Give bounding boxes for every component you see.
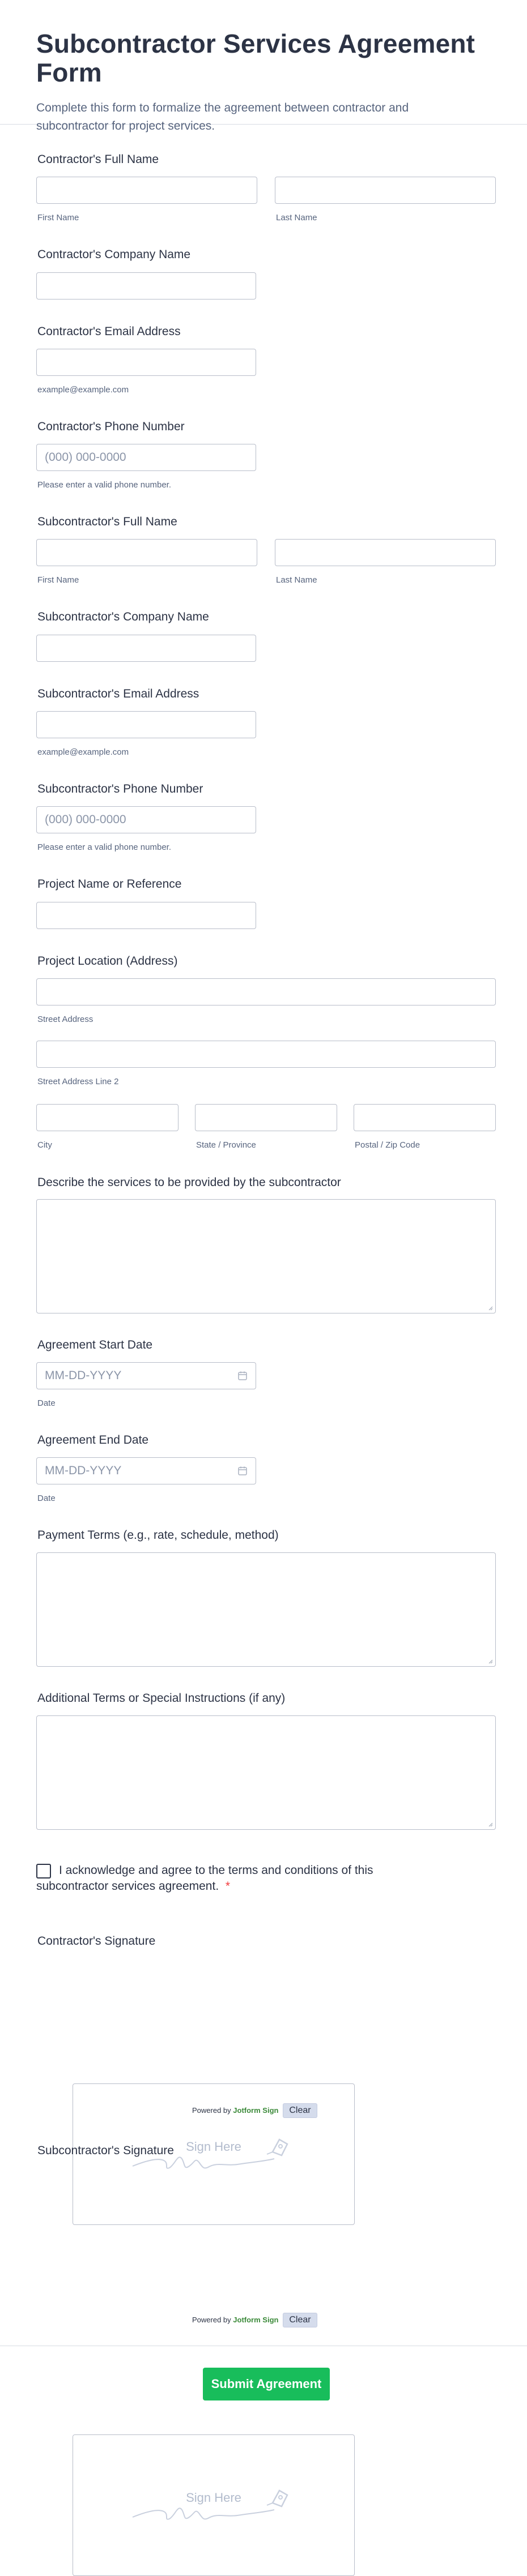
resize-handle-icon[interactable] — [487, 1305, 493, 1311]
zip-sublabel: Postal / Zip Code — [355, 1140, 420, 1150]
form-footer — [0, 2346, 527, 2430]
contractor-email-input[interactable] — [36, 349, 256, 376]
city-sublabel: City — [37, 1140, 52, 1150]
calendar-icon[interactable] — [237, 1371, 248, 1381]
acknowledge-text-line1: I acknowledge and agree to the terms and conditions of this — [59, 1864, 373, 1877]
sub-powered-by-label: Powered by — [192, 2316, 231, 2324]
project-name-input[interactable] — [36, 902, 256, 929]
payment-terms-textarea[interactable] — [36, 1552, 496, 1667]
resize-handle-icon[interactable] — [487, 1658, 493, 1664]
contractor-phone-sublabel: Please enter a valid phone number. — [37, 480, 171, 490]
sub-email-label: Subcontractor's Email Address — [37, 687, 199, 700]
sub-phone-sublabel: Please enter a valid phone number. — [37, 842, 171, 852]
contractor-powered-by-label: Powered by — [192, 2106, 231, 2115]
street-address-2-input[interactable] — [36, 1041, 496, 1068]
contractor-phone-input[interactable] — [36, 444, 256, 471]
end-date-placeholder: MM-DD-YYYY — [45, 1464, 122, 1477]
sub-first-name-input[interactable] — [36, 539, 257, 566]
sub-phone-placeholder: (000) 000-0000 — [45, 813, 126, 826]
submit-button[interactable]: Submit Agreement — [203, 2368, 330, 2400]
sub-signature-pad[interactable] — [73, 2434, 355, 2576]
sub-powered-by — [192, 2316, 278, 2324]
contractor-email-sublabel: example@example.com — [37, 385, 129, 395]
required-mark: * — [225, 1880, 231, 1893]
end-date-label: Agreement End Date — [37, 1434, 149, 1447]
contractor-phone-label: Contractor's Phone Number — [37, 420, 185, 433]
contractor-phone-placeholder: (000) 000-0000 — [45, 451, 126, 464]
street-address-sublabel: Street Address — [37, 1015, 94, 1024]
end-date-sublabel: Date — [37, 1494, 56, 1503]
start-date-sublabel: Date — [37, 1398, 56, 1408]
sub-signature-clear-button[interactable]: Clear — [283, 2313, 317, 2327]
sub-phone-input[interactable] — [36, 806, 256, 833]
additional-terms-textarea[interactable] — [36, 1715, 496, 1830]
contractor-powered-by — [192, 2106, 278, 2115]
sub-sign-here-text: Sign Here — [186, 2491, 241, 2505]
start-date-label: Agreement Start Date — [37, 1338, 153, 1351]
services-textarea[interactable] — [36, 1199, 496, 1313]
start-date-input[interactable] — [36, 1362, 256, 1389]
street-address-input[interactable] — [36, 978, 496, 1005]
contractor-last-name-input[interactable] — [275, 177, 496, 204]
contractor-signature-clear-button[interactable]: Clear — [283, 2103, 317, 2118]
contractor-email-label: Contractor's Email Address — [37, 325, 181, 338]
end-date-input[interactable] — [36, 1457, 256, 1484]
form-title: Subcontractor Services Agreement Form — [36, 29, 475, 87]
form-header — [0, 0, 527, 132]
acknowledge-text-line2-label: subcontractor services agreement. — [36, 1880, 219, 1893]
pen-icon — [265, 2486, 291, 2509]
contractor-company-input[interactable] — [36, 272, 256, 299]
acknowledge-text-line2 — [36, 1880, 230, 1893]
city-input[interactable] — [36, 1104, 178, 1131]
sub-company-input[interactable] — [36, 635, 256, 662]
form-description: Complete this form to formalize the agreement between contractor and subcontractor for project services. — [36, 101, 409, 132]
sub-signature-label: Subcontractor's Signature — [37, 2144, 174, 2157]
contractor-signature-label: Contractor's Signature — [37, 1935, 156, 1948]
sub-company-label: Subcontractor's Company Name — [37, 610, 209, 623]
sub-name-label: Subcontractor's Full Name — [37, 515, 177, 528]
project-name-label: Project Name or Reference — [37, 878, 182, 891]
acknowledge-checkbox[interactable] — [36, 1864, 51, 1878]
sub-email-input[interactable] — [36, 711, 256, 738]
resize-handle-icon[interactable] — [487, 1821, 493, 1827]
contractor-last-name-sublabel: Last Name — [276, 213, 317, 222]
contractor-first-name-sublabel: First Name — [37, 213, 79, 222]
sub-last-name-sublabel: Last Name — [276, 575, 317, 585]
street-address-2-sublabel: Street Address Line 2 — [37, 1077, 119, 1086]
calendar-icon[interactable] — [237, 1466, 248, 1476]
zip-input[interactable] — [354, 1104, 496, 1131]
sub-email-sublabel: example@example.com — [37, 747, 129, 757]
services-label: Describe the services to be provided by the subcontractor — [37, 1176, 341, 1189]
project-location-label: Project Location (Address) — [37, 955, 178, 968]
sub-last-name-input[interactable] — [275, 539, 496, 566]
contractor-name-label: Contractor's Full Name — [37, 153, 159, 166]
state-input[interactable] — [195, 1104, 337, 1131]
sub-first-name-sublabel: First Name — [37, 575, 79, 585]
start-date-placeholder: MM-DD-YYYY — [45, 1369, 122, 1382]
contractor-company-label: Contractor's Company Name — [37, 248, 191, 261]
payment-terms-label: Payment Terms (e.g., rate, schedule, method) — [37, 1529, 279, 1542]
jotform-sign-brand: Jotform Sign — [233, 2316, 279, 2324]
pen-icon — [265, 2135, 291, 2158]
state-sublabel: State / Province — [196, 1140, 256, 1150]
sub-phone-label: Subcontractor's Phone Number — [37, 782, 203, 795]
contractor-sign-here-text: Sign Here — [186, 2139, 241, 2154]
contractor-first-name-input[interactable] — [36, 177, 257, 204]
additional-terms-label: Additional Terms or Special Instructions (if any) — [37, 1692, 286, 1705]
jotform-sign-brand: Jotform Sign — [233, 2106, 279, 2115]
